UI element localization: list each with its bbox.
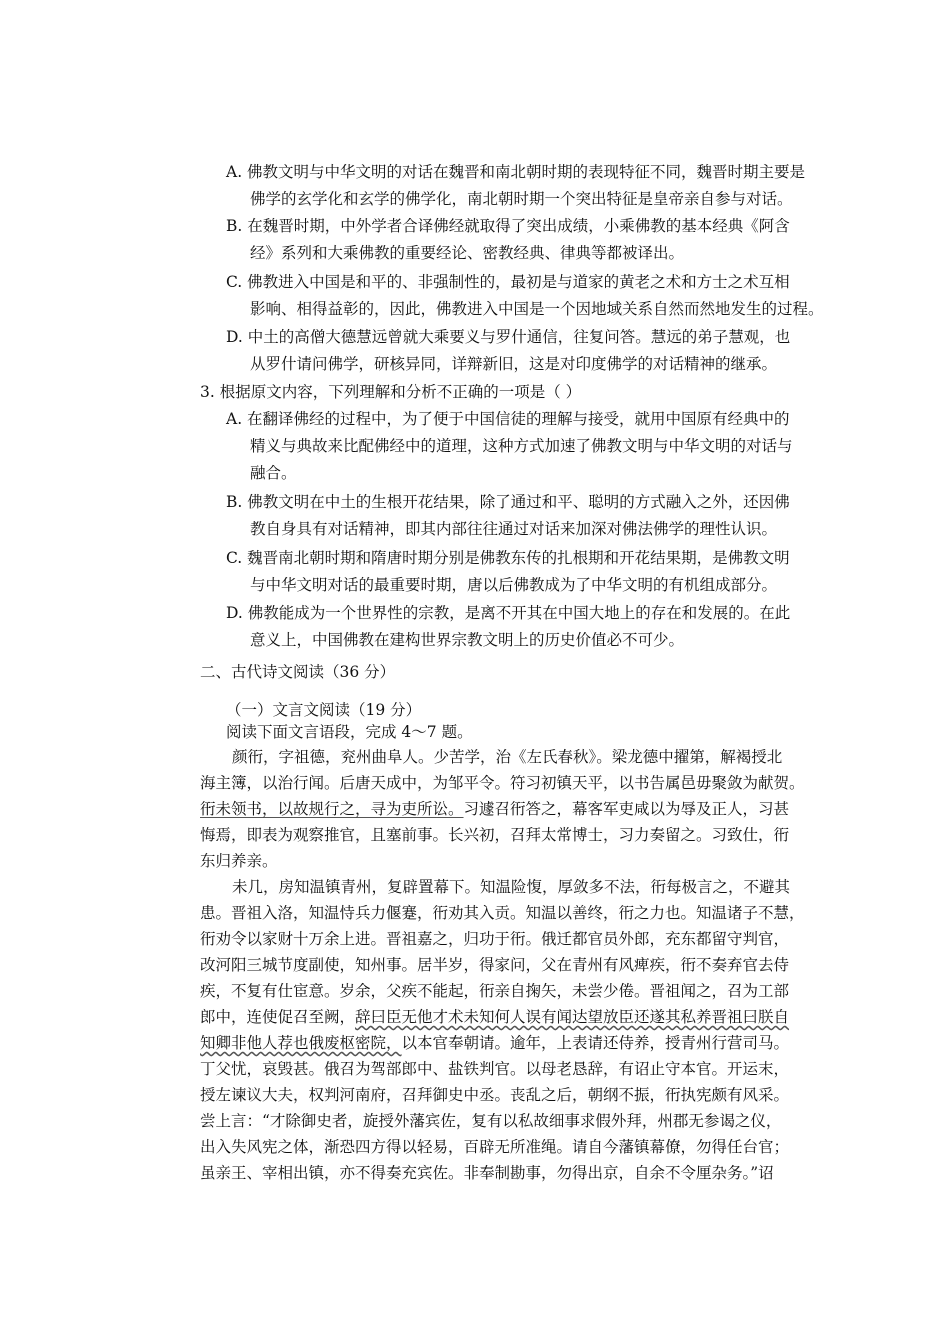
- q2-option-d-line2: 从罗什请问佛学，研核异同，详辩新旧，这是对印度佛学的对话精神的继承。: [250, 355, 778, 373]
- passage-p1-line5: 东归养亲。: [200, 852, 278, 870]
- q2-option-b-line1: B. 在魏晋时期，中外学者合译佛经就取得了突出成绩，小乘佛教的基本经典《阿含: [226, 217, 790, 235]
- passage-p1-line2: 海主簿，以治行闻。后唐天成中，为邹平令。符习初镇天平，以书告属邑毋聚敛为献贺。: [200, 774, 805, 792]
- q2-option-a-line2: 佛学的玄学化和玄学的佛学化，南北朝时期一个突出特征是皇帝亲自参与对话。: [250, 190, 793, 208]
- q3-option-d-line2: 意义上，中国佛教在建构世界宗教文明上的历史价值必不可少。: [250, 631, 685, 649]
- passage-p2-line3: 衎劝令以家财十万余上进。晋祖嘉之，归功于衎。俄迁都官员外郎，充东都留守判官，: [200, 930, 790, 948]
- passage-p1-line3: [200, 799, 789, 819]
- q3-stem: 3. 根据原文内容，下列理解和分析不正确的一项是（ ）: [200, 383, 582, 401]
- passage-p2-line7: [200, 1033, 789, 1053]
- q3-option-a-line2: 精义与典故来比配佛经中的道理，这种方式加速了佛教文明与中华文明的对话与: [250, 437, 793, 455]
- wavy-underlined-text: 辞曰臣无他才术未知何人误有闻达望放臣还遂其私养晋祖曰朕自: [355, 1008, 790, 1026]
- passage-text: 以本官奉朝请。逾年，上表请还侍养，授青州行营司马。: [401, 1034, 790, 1052]
- wavy-underlined-text: 知卿非他人荐也俄废枢密院，: [200, 1034, 402, 1052]
- q2-option-c-line2: 影响、相得益彰的，因此，佛教进入中国是一个因地域关系自然而然地发生的过程。: [250, 300, 824, 318]
- subsection-heading: （一）文言文阅读（19 分）: [226, 701, 422, 719]
- reading-instruction: 阅读下面文言语段，完成 4～7 题。: [226, 723, 473, 741]
- passage-p2-line11: 出入失风宪之体，渐恐四方得以轻易，百辟无所准绳。请自今藩镇幕僚，勿得任台官；: [200, 1138, 790, 1156]
- passage-p2-line2: 患。晋祖入洛，知温恃兵力偃蹇，衎劝其入贡。知温以善终，衎之力也。知温诸子不慧，: [200, 904, 805, 922]
- passage-p1-line1: 颜衎，字祖德，兖州曲阜人。少苦学，治《左氏春秋》。梁龙德中擢第，解褐授北: [232, 748, 783, 766]
- q2-option-b-line2: 经》系列和大乘佛教的重要经论、密教经典、律典等都被译出。: [250, 244, 685, 262]
- passage-p2-line10: 尝上言：“才除御史者，旋授外藩宾佐，复有以私故细事求假外拜，州郡无参谒之仪，: [200, 1112, 782, 1130]
- passage-text: 郎中，连使促召至阙，: [200, 1008, 356, 1026]
- q3-option-d-line1: D. 佛教能成为一个世界性的宗教，是离不开其在中国大地上的存在和发展的。在此: [226, 604, 791, 622]
- underlined-sentence: 衎未领书，以故规行之，寻为吏所讼。: [200, 800, 464, 818]
- q2-option-a-line1: A. 佛教文明与中华文明的对话在魏晋和南北朝时期的表现特征不同，魏晋时期主要是: [226, 163, 806, 181]
- section-heading: 二、古代诗文阅读（36 分）: [200, 663, 396, 681]
- q3-option-c-line1: C. 魏晋南北朝时期和隋唐时期分别是佛教东传的扎根期和开花结果期，是佛教文明: [226, 549, 790, 567]
- q2-option-d-line1: D. 中土的高僧大德慧远曾就大乘要义与罗什通信，往复问答。慧远的弟子慧观，也: [226, 328, 791, 346]
- passage-p1-line4: 悔焉，即表为观察推官，且塞前事。长兴初，召拜太常博士，习力奏留之。习致仕，衎: [200, 826, 790, 844]
- passage-p2-line8: 丁父忧，哀毁甚。俄召为驾部郎中、盐铁判官。以母老恳辞，有诏止守本官。开运末，: [200, 1060, 790, 1078]
- passage-p2-line9: 授左谏议大夫，权判河南府，召拜御史中丞。丧乱之后，朝纲不振，衎执宪颇有风采。: [200, 1086, 790, 1104]
- q3-option-b-line2: 教自身具有对话精神，即其内部往往通过对话来加深对佛法佛学的理性认识。: [250, 520, 778, 538]
- q3-option-b-line1: B. 佛教文明在中土的生根开花结果，除了通过和平、聪明的方式融入之外，还因佛: [226, 493, 790, 511]
- q3-option-c-line2: 与中华文明对话的最重要时期，唐以后佛教成为了中华文明的有机组成部分。: [250, 576, 778, 594]
- q3-option-a-line1: A. 在翻译佛经的过程中，为了便于中国信徒的理解与接受，就用中国原有经典中的: [226, 410, 790, 428]
- q3-option-a-line3: 融合。: [250, 464, 297, 482]
- passage-p2-line6: [200, 1007, 789, 1027]
- passage-text: 习遽召衎答之，幕客军吏咸以为辱及正人，习甚: [463, 800, 790, 818]
- passage-p2-line12: 虽亲王、宰相出镇，亦不得奏充宾佐。非奉制勘事，勿得出京，自余不令厘杂务。”诏: [200, 1164, 774, 1182]
- passage-p2-line1: 未几，房知温镇青州，复辟置幕下。知温险愎，厚敛多不法，衎每极言之，不避其: [232, 878, 791, 896]
- q2-option-c-line1: C. 佛教进入中国是和平的、非强制性的，最初是与道家的黄老之术和方士之术互相: [226, 273, 790, 291]
- passage-p2-line5: 疾，不复有仕宦意。岁余，父疾不能起，衎亲自掬矢，未尝少倦。晋祖闻之，召为工部: [200, 982, 790, 1000]
- passage-p2-line4: 改河阳三城节度副使，知州事。居半岁，得家问，父在青州有风痺疾，衎不奏弃官去侍: [200, 956, 790, 974]
